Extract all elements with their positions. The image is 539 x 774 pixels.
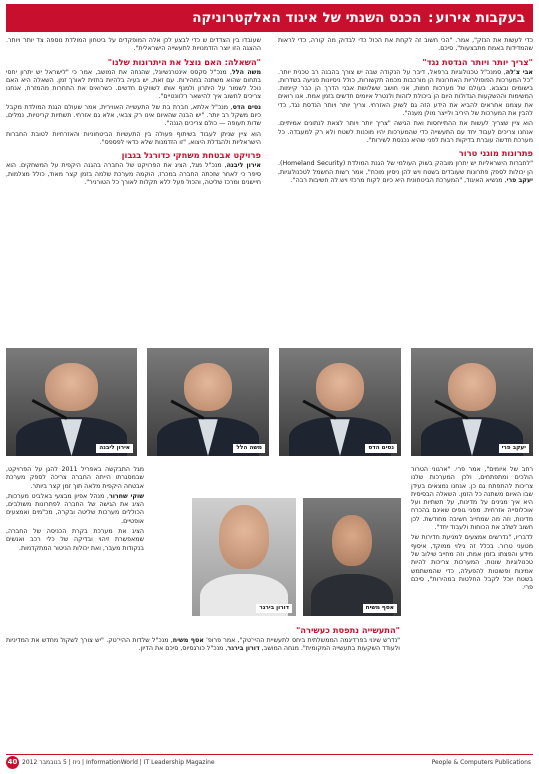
speaker-name: אסף משיח bbox=[172, 637, 204, 644]
speaker-name: משה הלל bbox=[231, 68, 261, 76]
paragraph-text: רחב של איומים", אמר פרי. "ארגוני הטרור הולכים ומתפתחים, ולכן המערכות שלנו צריכות להתפתח גם כן. אנחנו נמצאים בעידן שבו האיום משתנה כל הזמן. השאלה הבסיסית היא איך מגינים על מדינות, על תשתיות ועל אוכלוסייה אזרחית. מפני גופים שאינם בהכרח מדינות, וזה מה שמחייב חשיבה מחודשת. לכן חשוב לשלב את הכוחות ולעבוד יחד". bbox=[411, 466, 533, 532]
paragraph-text: כדי לעשות את הנזק", אמר. "הכי חשוב זה לקחת את הכול כדי לבדוק מה קורה, כדי לראות שהמדידות באמת מתבצעות", סיכם. bbox=[278, 37, 533, 53]
body-paragraph bbox=[411, 466, 533, 532]
section-heading: פרויקט אבטחת משחקי כדורגל בגבון bbox=[121, 150, 261, 161]
speaker-name: שוקי שחרור bbox=[108, 492, 144, 500]
photo-doron-birger bbox=[192, 498, 296, 616]
paragraph-text: , מנשיא האיגוד, "המערכת הביטחונית היא כיום לקוח מרכזי ויש לה חשיבות רבה". bbox=[290, 176, 507, 184]
footer-publisher: People & Computers Publications bbox=[431, 759, 531, 766]
paragraph-text: , מנכ"ל כורגסיוס, סיכם את הדיון. bbox=[138, 645, 228, 653]
top-right-column bbox=[278, 37, 533, 342]
bottom-left-column bbox=[6, 466, 144, 626]
bottom-wide-column bbox=[6, 622, 400, 754]
photo-moshe-hillel bbox=[147, 348, 269, 456]
paragraph-text: מגל התבקשה באפריל 2011 להגן על הפרויקט, שבמסגרתו הייתה החברה צריכה לספק מערכת אבטחה היקפית מלאה תוך זמן קצר ביותר. bbox=[6, 466, 144, 490]
paragraph-text: , מנכ"ל מגל, הציג את הפרויקט של החברה בהגנה היקפית על המשחקים. הוא סיפר כי לאחר שזכתה החברה במכרז, הוקמה מערכת שלמה בזמן קצר מאוד, כולל מצלמות, חיישנים ומרכז שליטה, והכול פעל ללא תקלות לאורך כל הטורניר". bbox=[6, 162, 261, 186]
photo-nisim-hadas bbox=[279, 348, 401, 456]
photo-iron-livne bbox=[6, 348, 137, 456]
photo-caption: דורון בירגר bbox=[256, 604, 292, 613]
page-footer bbox=[6, 756, 533, 770]
body-paragraph bbox=[411, 534, 533, 592]
article-page bbox=[6, 4, 533, 770]
speaker-name: נסים הדס bbox=[232, 103, 261, 111]
paragraph-text: , מנהל אפיון מבצעי באלביט מערכות, הציג את הגישה של החברה לפתרונות משולבים, הכוללים מערכות שליטה ובקרה, מכ"מים ואמצעים אופטיים. bbox=[6, 492, 144, 525]
header-category: בעקבות אירוע bbox=[435, 10, 525, 26]
paragraph-text: , סמנכ"ל טכנולוגיות ברפאל, דיבר על הנקודה שבה יש צורך בהבנה רב טכנית יותר. "כל המערכות הפופולריות האחרונות הן מורכבות מכמה תקשורות, כולל ניסיונות פגיעה בשדרות, בישומים ובצבא. בעולם של מערכות חמות, אני חושב ששלושת אבני הדרך הן כבר קיימות. המשימות וההשקעות הגדולות היום הן ביכולת לזהות ולנטרל איומים חדשים בזמן אמת. אנו רואים את עצמנו אחראים להביא את הידע הזה גם לשוק האזרחי. צריך יותר ויותר הנדסת נגד, כדי להבין את המערכות של היריב ולייצר מולן מענה". bbox=[278, 68, 533, 118]
body-paragraph bbox=[6, 162, 261, 187]
body-paragraph bbox=[6, 131, 261, 148]
section-heading: "השאלה: האם נוצל את היתרונות שלנו" bbox=[107, 56, 261, 67]
speaker-name: אירון ליבנה bbox=[226, 162, 261, 170]
speaker-name: דורון בירגר bbox=[227, 645, 260, 653]
photo-asaf-mashiach bbox=[303, 498, 401, 616]
body-paragraph bbox=[6, 466, 144, 491]
photo-caption: אסף משיח bbox=[363, 604, 397, 613]
photo-caption: נסים הדס bbox=[365, 444, 397, 453]
top-left-column bbox=[6, 37, 261, 342]
paragraph-text: "נדרש שינוי בפרדיגמה הממשלתית ביחס לתעשיית ההיי־טק", אמר פרופ' bbox=[203, 637, 400, 644]
body-paragraph bbox=[6, 37, 261, 54]
body-paragraph bbox=[278, 69, 533, 119]
section-heading: "התעשייה נתפסת כעשירה" bbox=[295, 625, 400, 635]
header-title: הכנס השנתי של איגוד האלקטרוניקה bbox=[192, 10, 422, 26]
body-paragraph bbox=[278, 160, 533, 185]
speaker-name: יעקב פרי bbox=[506, 176, 533, 184]
paragraph-text: "לחברות הישראליות יש יתרון מובהק בשוק העולמי של הגנת המולדת (Homeland Security). הן יכולות לספק פתרונות שעובדים בשטח ויש להן ניסיון מוכח", אמר רשות החשמל לטכנולוגיות, bbox=[278, 160, 533, 176]
paragraph-text: לדבריו, "נדרשים אמצעים למניעת חדירות של מטעני טרור. בכלל זה גילוי ממוקד, איסוף מידע והפצתו בזמן אמת, וזה מחייב שילוב של טכנולוגיות שונות. המערכות צריכות להיות אמינות ופשוטות להפעלה, כדי שהמשתמש בשטח יוכל לקבל החלטות במהירות", סיכם פרי. bbox=[411, 534, 533, 592]
body-paragraph bbox=[6, 528, 144, 553]
paragraph-text: הוא ציין שצריך לעשות את ההתייחסות ואת הגישה "צריך יותר ויותר לצאת לנתונים אמיתיים. אנחנו צריכים לעבוד יחד עם התעשייה כדי שהמערכות יהיו מוכנות לשטח ולא רק למעבדה. כל מערכת חדשה עוברת בדיקות רבות לפני שהיא נכנסת לשירות". bbox=[278, 120, 533, 144]
body-paragraph bbox=[278, 37, 533, 54]
paragraph-text: שעובדו בין הצדדים ש כדי לבצע לכן אלה המופקדים על ביטחון המולדת נוספה צד יותר ויותר. ההצגה הזו יוצר הזדמנויות לתעשייה הישראלית". bbox=[6, 37, 261, 53]
body-paragraph bbox=[6, 493, 144, 526]
paragraph-text: , מנכ"ל שלדות ההיי־טק. "יש צורך לשקול מחדש את המדיניות ולעודד השקעות בתעשייה המקומית". מנחה המושב, bbox=[6, 637, 400, 653]
body-paragraph bbox=[6, 637, 400, 654]
page-number: 40 bbox=[6, 756, 19, 769]
photo-caption: יעקב פרי bbox=[499, 444, 529, 453]
section-heading: פתרונות מוגני טרור bbox=[458, 148, 533, 159]
photo-caption: משה הלל bbox=[233, 444, 265, 453]
body-paragraph bbox=[278, 120, 533, 145]
paragraph-text: הוא ציין שניתן לעבוד בשיתוף פעולה בין התעשיות הביטחוניות והאזרחיות לטובת החברות הישראליות ולהגדלת היצוא, "זו הזדמנות שלא כדאי לפספס". bbox=[6, 130, 261, 146]
body-paragraph bbox=[6, 104, 261, 129]
footer-issue-info: ניוז | 5 בנובמבר 2012 | InformationWorld | IT Leadership Magazine bbox=[22, 759, 215, 766]
photo-yaakov-peri bbox=[411, 348, 533, 456]
section-heading: "צריך יותר ויותר הנדסת נגד" bbox=[422, 56, 533, 67]
paragraph-text: הציג את מערכת בקרת הכניסה של החברה, שמאפשרת זיהוי ובדיקה של כלי רכב ואנשים בנקודות מעבר, ואת יכולות הניטור המתקדמות. bbox=[6, 528, 144, 552]
page-header: בעקבות אירוע: הכנס השנתי של איגוד האלקטרוניקה bbox=[6, 4, 533, 32]
photo-caption: אירון ליבנה bbox=[96, 444, 133, 453]
top-photo-row bbox=[6, 348, 533, 456]
paragraph-text: , מנכ"ל סקסס אינטרנשיונל, שהנחה את המושב, אמר כי "לישראל יש יתרון יחסי בתחום שהוא משתנה במהירות. עם זאת, יש בעיה בלהיות בחזית לאורך זמן. השאלה היא האם נוכל לשמור על היתרון ולמנף אותו לשווקים חדשים. כשרואים את התחרות מהמזרח, אנחנו צריכים לחשוב איך להישאר רלוונטיים". bbox=[6, 68, 261, 101]
bottom-right-column bbox=[411, 466, 533, 754]
speaker-name: אבי צ'לה bbox=[505, 68, 533, 76]
paragraph-text: , מנכ"ל אלתא, חברת בת של התעשייה האווירית, אמר שעולם הגנת המולדת מקבל כיום משקל רב יותר. "יש הבנה שהאיום אינו רק צבאי, אלא גם אזרחי. תשתיות קריטיות, נמלים, שדות תעופה — כולם צריכים הגנה". bbox=[6, 103, 261, 128]
body-paragraph bbox=[6, 69, 261, 102]
